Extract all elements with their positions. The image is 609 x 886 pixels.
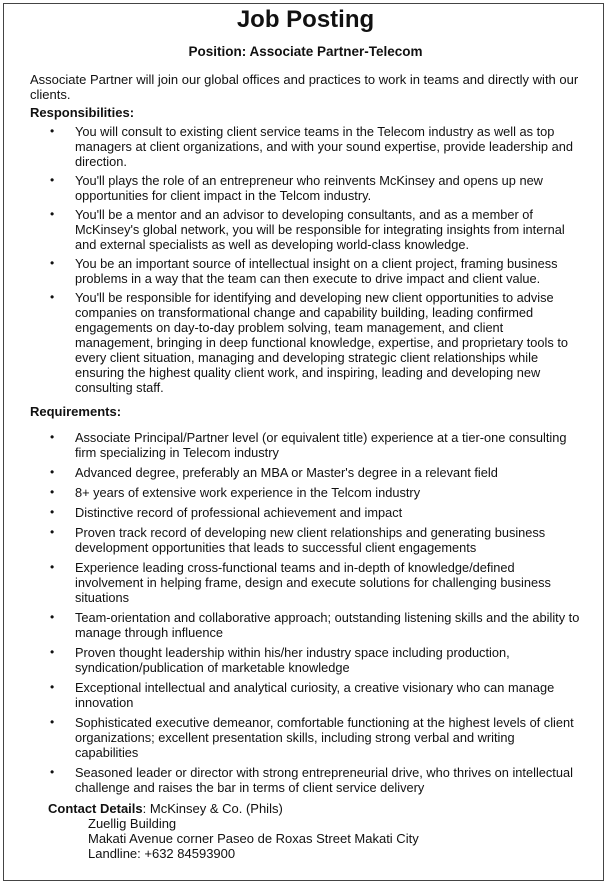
list-item-text: Advanced degree, preferably an MBA or Master's degree in a relevant field <box>75 465 498 480</box>
bullet-icon: • <box>50 290 55 304</box>
contact-label: Contact Details <box>48 801 143 816</box>
intro-paragraph: Associate Partner will join our global offices and practices to work in teams and directly with our clients. <box>30 72 579 102</box>
bullet-icon: • <box>50 430 55 444</box>
requirements-list <box>30 430 581 795</box>
list-item <box>30 525 581 555</box>
bullet-icon: • <box>50 610 55 624</box>
bullet-icon: • <box>50 560 55 574</box>
list-item-text: Team-orientation and collaborative approach; outstanding listening skills and the ability to manage through influence <box>75 610 580 640</box>
list-item-text: Proven thought leadership within his/her industry space including production, syndication/publication of marketable knowledge <box>75 645 510 675</box>
bullet-icon: • <box>50 645 55 659</box>
position-subtitle: Position: Associate Partner-Telecom <box>188 44 423 59</box>
page-title: Job Posting <box>236 6 375 33</box>
list-item <box>30 173 581 203</box>
responsibilities-list <box>30 124 581 395</box>
bullet-icon: • <box>50 505 55 519</box>
responsibilities-heading: Responsibilities: <box>30 105 135 120</box>
list-item <box>30 124 581 169</box>
contact-company-line <box>48 801 581 816</box>
bullet-icon: • <box>50 525 55 539</box>
bullet-icon: • <box>50 680 55 694</box>
list-item-text: Proven track record of developing new client relationships and generating business development opportunities that leads to successful client engagements <box>75 525 546 555</box>
list-item <box>30 715 581 760</box>
list-item-text: Sophisticated executive demeanor, comfortable functioning at the highest levels of client organizations; excellent presentation skills, including strong verbal and writing capabilities <box>75 715 574 760</box>
bullet-icon: • <box>50 124 55 138</box>
list-item <box>30 430 581 460</box>
list-item-text: You'll be a mentor and an advisor to developing consultants, and as a member of McKinsey's global network, you will be responsible for integrating insights from internal and external specialists as well as developing world-class knowledge. <box>75 207 565 252</box>
bullet-icon: • <box>50 485 55 499</box>
list-item-text: Experience leading cross-functional teams and in-depth of knowledge/defined involvement in helping frame, design and execute solutions for challenging business situations <box>75 560 551 605</box>
list-item-text: Exceptional intellectual and analytical curiosity, a creative visionary who can manage innovation <box>75 680 555 710</box>
list-item <box>30 465 581 480</box>
list-item <box>30 560 581 605</box>
bullet-icon: • <box>50 173 55 187</box>
list-item <box>30 256 581 286</box>
list-item-text: Distinctive record of professional achievement and impact <box>75 505 403 520</box>
list-item-text: 8+ years of extensive work experience in the Telcom industry <box>75 485 421 500</box>
list-item-text: Seasoned leader or director with strong entrepreneurial drive, who thrives on intellectual challenge and raises the bar in terms of client service delivery <box>75 765 573 795</box>
list-item-text: You'll plays the role of an entrepreneur who reinvents McKinsey and opens up new opportunities for client impact in the Telcom industry. <box>75 173 543 203</box>
list-item <box>30 765 581 795</box>
bullet-icon: • <box>50 715 55 729</box>
contact-details <box>48 801 581 861</box>
list-item <box>30 680 581 710</box>
list-item <box>30 610 581 640</box>
list-item <box>30 290 581 395</box>
list-item <box>30 207 581 252</box>
bullet-icon: • <box>50 465 55 479</box>
list-item-text: You be an important source of intellectual insight on a client project, framing business problems in a way that the team can then execute to drive impact and client value. <box>75 256 558 286</box>
contact-building: Zuellig Building <box>88 816 177 831</box>
list-item <box>30 485 581 500</box>
bullet-icon: • <box>50 256 55 270</box>
requirements-heading: Requirements: <box>30 404 122 419</box>
contact-address: Makati Avenue corner Paseo de Roxas Street Makati City <box>88 831 419 846</box>
contact-landline: Landline: +632 84593900 <box>88 846 236 861</box>
list-item-text: You will consult to existing client service teams in the Telecom industry as well as top managers at client organizations, and with your sound expertise, provide leadership and direction. <box>75 124 573 169</box>
contact-company: : McKinsey & Co. (Phils) <box>142 801 283 816</box>
bullet-icon: • <box>50 765 55 779</box>
list-item-text: You'll be responsible for identifying and developing new client opportunities to advise companies on transformational change and capability building, leading confirmed engagements on day-to-day problem solving, team management, and client management, bringing in deep functional knowledge, expertise, and proprietary tools to every client situation, managing and developing strategic client relationships while ensuring the highest quality client work, and inspiring, leading and developing new consulting staff. <box>75 290 568 395</box>
bullet-icon: • <box>50 207 55 221</box>
list-item <box>30 505 581 520</box>
list-item <box>30 645 581 675</box>
list-item-text: Associate Principal/Partner level (or equivalent title) experience at a tier-one consulting firm specializing in Telecom industry <box>75 430 567 460</box>
